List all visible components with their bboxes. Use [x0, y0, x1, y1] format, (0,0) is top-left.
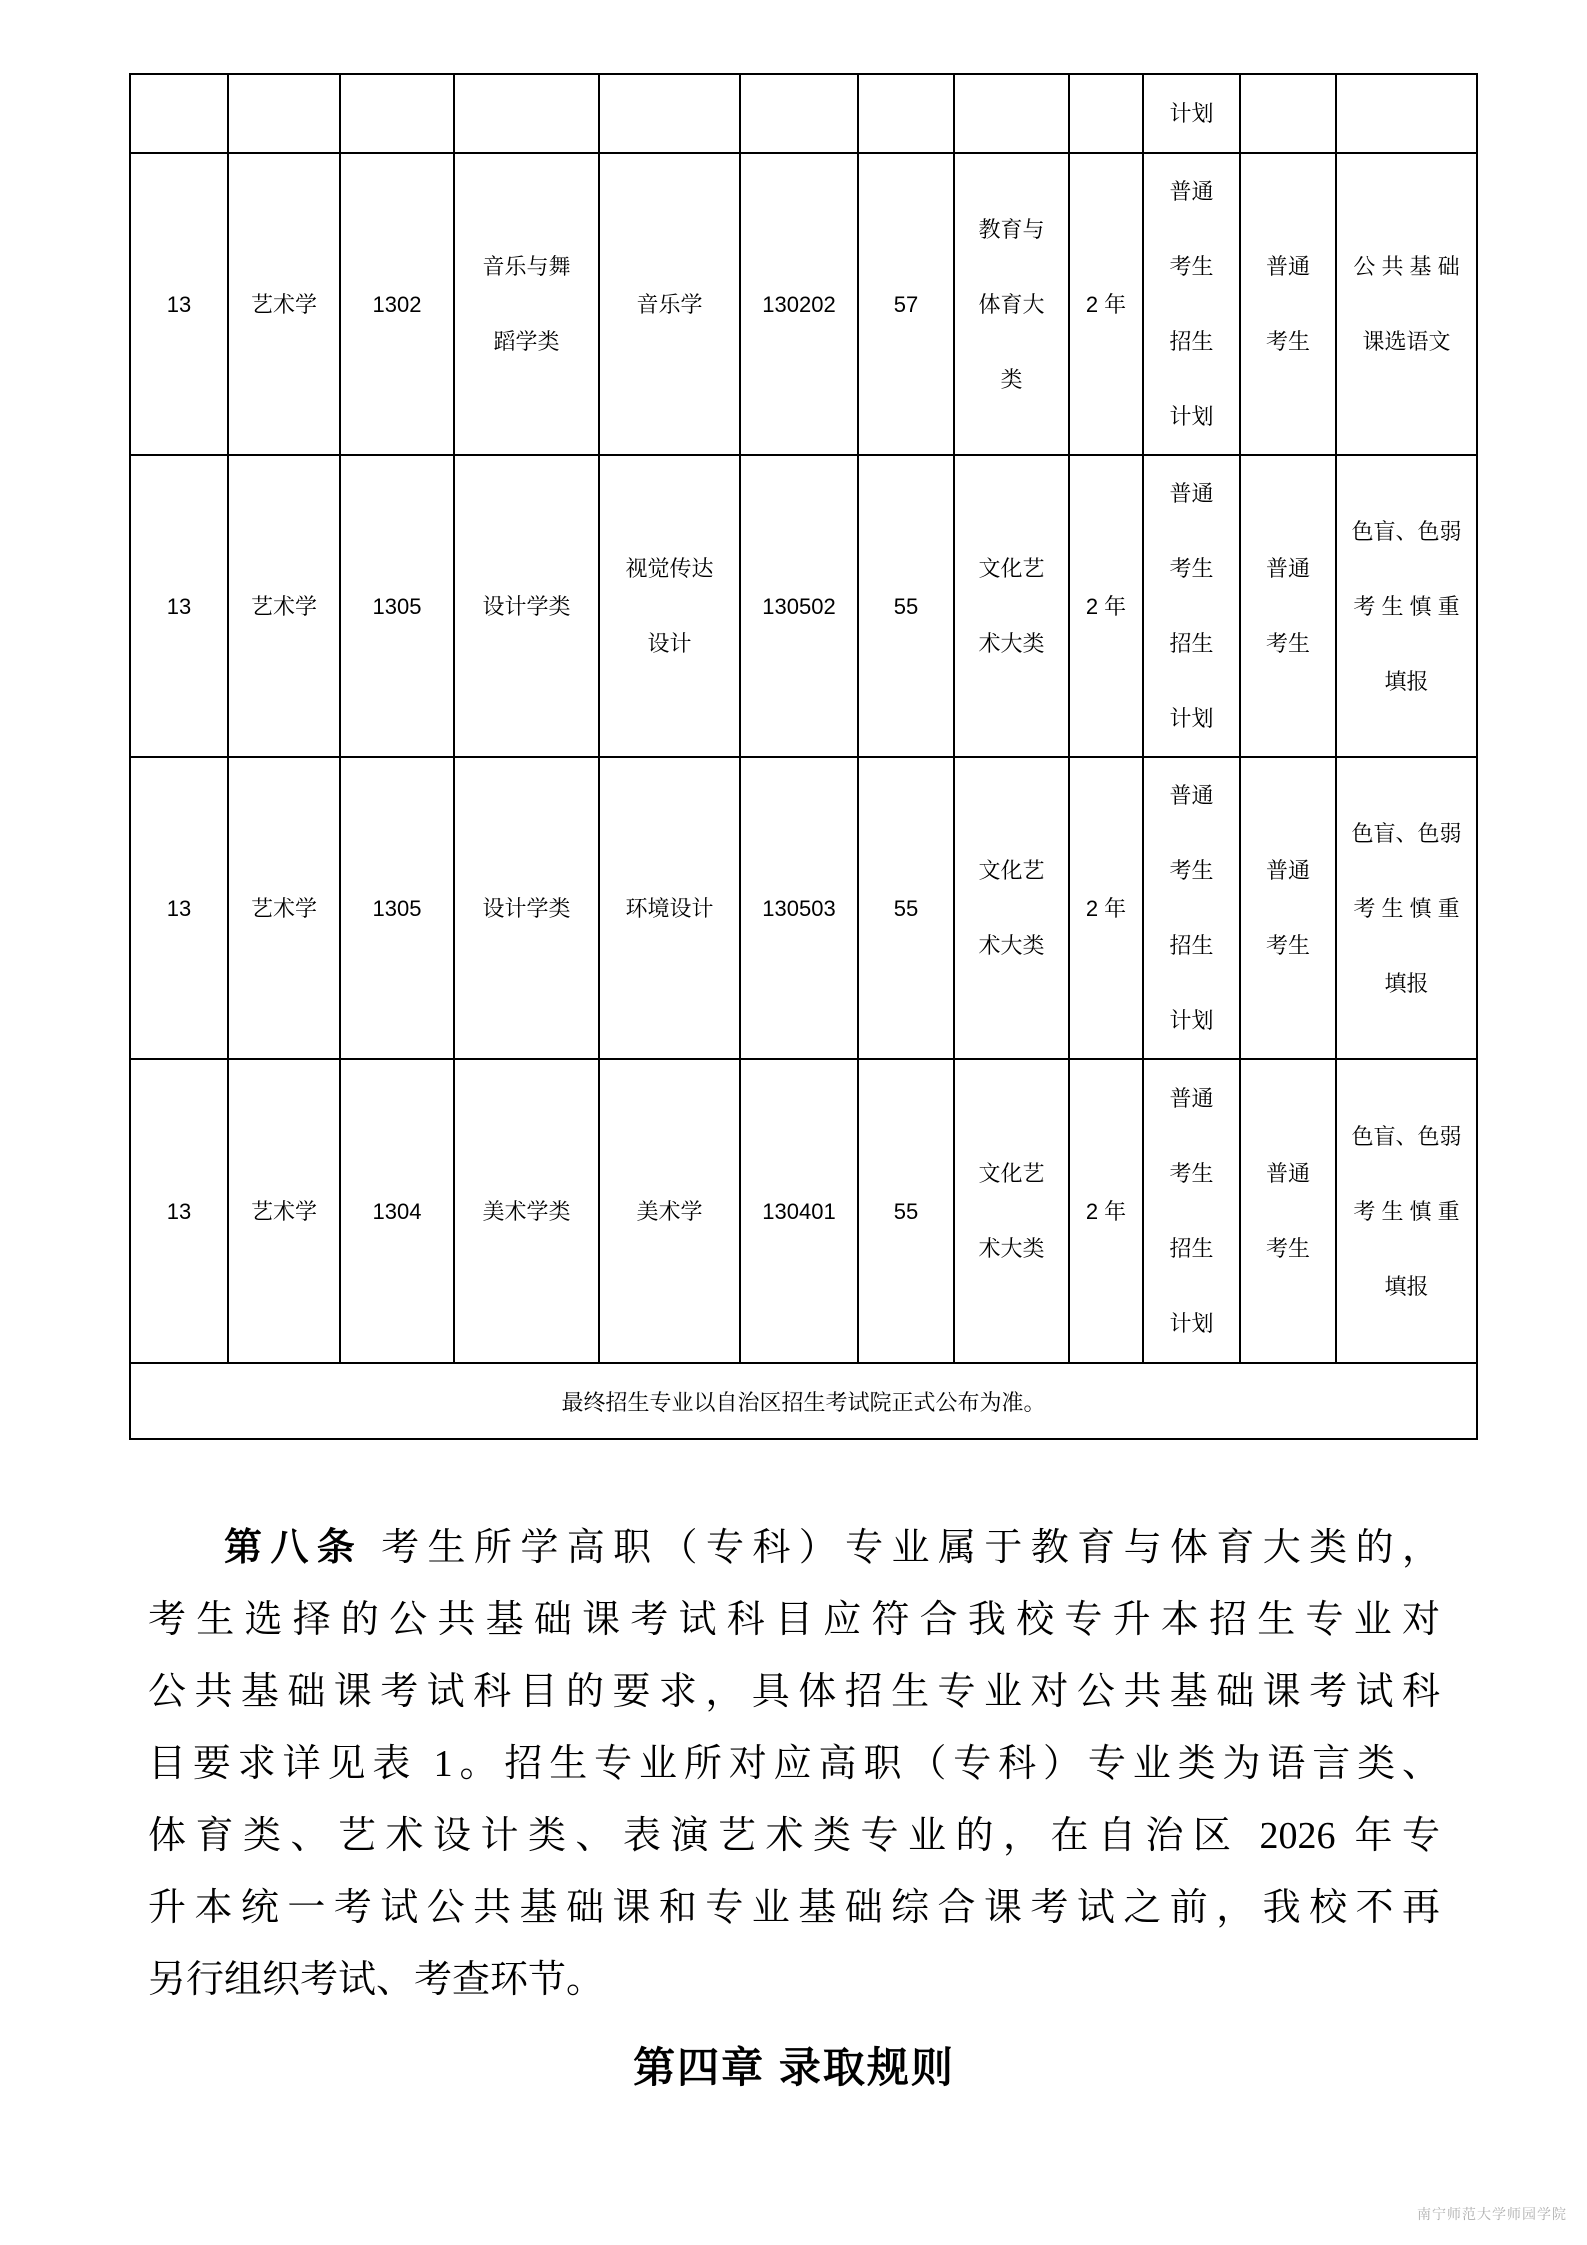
- table-cell-line: 填报: [1384, 1273, 1429, 1299]
- paragraph-line: 考生选择的公共基础课考试科目应符合我校专升本招生专业对: [148, 1599, 1440, 1641]
- table-cell-line: 计划: [1169, 706, 1214, 731]
- table-cell-line: 2 年: [1085, 1198, 1127, 1224]
- table-cell: [1336, 153, 1477, 455]
- table-cell: [858, 74, 954, 153]
- table-cell: [340, 1059, 454, 1363]
- table-cell-line: 术大类: [978, 631, 1045, 656]
- table-row-carryover: [130, 74, 1477, 153]
- table-footer-row: [130, 1363, 1477, 1439]
- table-cell: [599, 1059, 740, 1363]
- table-cell-line: 艺术学: [250, 593, 317, 619]
- table-cell-line: 音乐学: [636, 291, 703, 317]
- table-cell-line: 130202: [762, 291, 836, 317]
- table-cell-line: 色盲、色弱: [1351, 1123, 1462, 1149]
- table-cell: [130, 1059, 228, 1363]
- table-row: [130, 153, 1477, 455]
- table-cell-line: 教育与: [978, 216, 1045, 242]
- table-cell: [954, 74, 1069, 153]
- table-cell-line: 考生: [1265, 1236, 1310, 1261]
- table-cell-line: 蹈学类: [493, 329, 560, 354]
- table-cell-line: 文化艺: [978, 858, 1045, 883]
- paragraph-line: 第八条 考生所学高职（专科）专业属于教育与体育大类的，: [224, 1527, 1440, 1569]
- table-cell-line: 考生: [1169, 858, 1214, 883]
- table-cell-line: 2 年: [1085, 291, 1127, 317]
- table-row: [130, 1059, 1477, 1363]
- table-footer-note: 最终招生专业以自治区招生考试院正式公布为准。: [130, 1363, 1477, 1439]
- table-cell-line: 术大类: [978, 1236, 1045, 1261]
- table-cell: [599, 153, 740, 455]
- table-cell-line: 考 生 慎 重: [1353, 593, 1460, 619]
- table-cell: [1240, 153, 1336, 455]
- table-row: [130, 757, 1477, 1059]
- article-clause-8: [148, 1512, 1440, 2016]
- table-cell: [858, 757, 954, 1059]
- table-cell-line: 设计学类: [482, 593, 571, 619]
- table-cell: [340, 153, 454, 455]
- table-cell-line: 考 生 慎 重: [1353, 1198, 1460, 1224]
- table-cell-line: 普通: [1265, 556, 1310, 581]
- programs-table: [129, 73, 1478, 1440]
- table-cell-line: 考生: [1265, 933, 1310, 958]
- table-cell: [130, 153, 228, 455]
- table-cell-line: 考生: [1265, 329, 1310, 354]
- table-cell-line: 13: [166, 895, 192, 921]
- table-cell: [130, 455, 228, 757]
- table-cell-line: 公 共 基 础: [1353, 254, 1460, 279]
- table-cell: [1143, 455, 1240, 757]
- table-cell: [228, 153, 340, 455]
- table-cell-line: 普通: [1169, 481, 1214, 506]
- table-cell-line: 课选语文: [1362, 329, 1451, 354]
- table-cell-line: 术大类: [978, 933, 1045, 958]
- table-cell: [1069, 455, 1143, 757]
- table-cell-line: 1304: [372, 1198, 422, 1224]
- paragraph-line: 升本统一考试公共基础课和专业基础综合课考试之前，我校不再: [148, 1887, 1440, 1929]
- table-cell: [1240, 1059, 1336, 1363]
- chapter-heading: 第四章 录取规则: [633, 2044, 955, 2091]
- table-cell: [1143, 1059, 1240, 1363]
- table-cell-line: 130401: [762, 1198, 836, 1224]
- table-cell-line: 计划: [1169, 100, 1214, 126]
- table-cell: [740, 1059, 858, 1363]
- table-cell-line: 2 年: [1085, 593, 1127, 619]
- table-cell-line: 普通: [1169, 179, 1214, 204]
- table-cell: [1143, 74, 1240, 153]
- table-cell-line: 55: [893, 593, 919, 619]
- table-cell-line: 考生: [1169, 1161, 1214, 1186]
- table-cell: [740, 757, 858, 1059]
- table-cell: [858, 1059, 954, 1363]
- table-cell: [1240, 74, 1336, 153]
- clause-number-label: 第八条: [224, 1527, 364, 1569]
- table-cell: [1240, 757, 1336, 1059]
- table-cell: [454, 74, 599, 153]
- table-cell-line: 普通: [1265, 858, 1310, 883]
- table-cell-line: 普通: [1265, 254, 1310, 279]
- table-cell: [1069, 74, 1143, 153]
- table-cell-line: 55: [893, 895, 919, 921]
- table-cell-line: 招生: [1169, 933, 1214, 958]
- table-cell-line: 设计学类: [482, 895, 571, 921]
- table-cell-line: 艺术学: [250, 1198, 317, 1224]
- table-cell-line: 美术学类: [482, 1198, 571, 1224]
- table-cell-line: 色盲、色弱: [1351, 820, 1462, 846]
- table-cell-line: 13: [166, 291, 192, 317]
- table-cell-line: 130502: [762, 593, 836, 619]
- table-cell-line: 文化艺: [978, 556, 1045, 581]
- table-cell: [340, 455, 454, 757]
- table-cell-line: 考生: [1169, 556, 1214, 581]
- table-cell-line: 计划: [1169, 1311, 1214, 1336]
- table-cell-line: 普通: [1169, 783, 1214, 808]
- table-cell-line: 计划: [1169, 1008, 1214, 1033]
- table-cell: [454, 1059, 599, 1363]
- table-cell: [1336, 1059, 1477, 1363]
- table-cell: [1336, 74, 1477, 153]
- table-cell-line: 招生: [1169, 631, 1214, 656]
- table-cell-line: 招生: [1169, 329, 1214, 354]
- table-cell-line: 2 年: [1085, 895, 1127, 921]
- table-cell-line: 1302: [372, 291, 422, 317]
- table-cell-line: 1305: [372, 895, 422, 921]
- paragraph-line: 体育类、艺术设计类、表演艺术类专业的，在自治区 2026 年专: [148, 1815, 1440, 1857]
- table-cell-line: 视觉传达: [625, 556, 714, 581]
- table-cell-line: 文化艺: [978, 1161, 1045, 1186]
- table-cell: [1240, 455, 1336, 757]
- table-cell: [130, 757, 228, 1059]
- table-cell-line: 美术学: [636, 1198, 703, 1224]
- table-cell-line: 环境设计: [625, 895, 714, 921]
- table-cell: [228, 757, 340, 1059]
- table-cell-line: 计划: [1169, 404, 1214, 429]
- enrollment-table-wrap: [129, 73, 1478, 1440]
- table-cell: [228, 455, 340, 757]
- table-cell-line: 填报: [1384, 970, 1429, 996]
- table-cell-line: 类: [1000, 366, 1023, 392]
- table-body: [130, 74, 1477, 1439]
- table-cell-line: 130503: [762, 895, 836, 921]
- table-cell-line: 体育大: [978, 291, 1045, 317]
- table-cell-line: 考生: [1169, 254, 1214, 279]
- table-cell: [130, 74, 228, 153]
- table-cell: [228, 74, 340, 153]
- paragraph-line: 另行组织考试、考查环节。: [148, 1959, 605, 2001]
- table-cell: [454, 153, 599, 455]
- table-cell: [1143, 153, 1240, 455]
- table-cell: [454, 757, 599, 1059]
- table-cell: [1143, 757, 1240, 1059]
- table-cell: [858, 455, 954, 757]
- paragraph-line: 公共基础课考试科目的要求，具体招生专业对公共基础课考试科: [148, 1671, 1440, 1713]
- table-cell-line: 13: [166, 593, 192, 619]
- table-cell-line: 13: [166, 1198, 192, 1224]
- table-cell-line: 填报: [1384, 668, 1429, 694]
- table-cell-line: 设计: [647, 631, 692, 656]
- table-cell: [954, 153, 1069, 455]
- table-cell: [1069, 757, 1143, 1059]
- table-cell-line: 艺术学: [250, 291, 317, 317]
- table-cell-line: 57: [893, 291, 919, 317]
- table-cell-line: 色盲、色弱: [1351, 518, 1462, 544]
- table-cell-line: 考 生 慎 重: [1353, 895, 1460, 921]
- table-cell: [954, 757, 1069, 1059]
- table-cell-line: 普通: [1169, 1086, 1214, 1111]
- table-cell: [228, 1059, 340, 1363]
- table-cell-line: 1305: [372, 593, 422, 619]
- table-cell-line: 艺术学: [250, 895, 317, 921]
- paragraph-line: 目要求详见表 1。招生专业所对应高职（专科）专业类为语言类、: [148, 1743, 1440, 1785]
- table-row: [130, 455, 1477, 757]
- table-cell: [1336, 455, 1477, 757]
- table-cell-line: 55: [893, 1198, 919, 1224]
- table-cell: [599, 74, 740, 153]
- table-cell: [1069, 153, 1143, 455]
- table-cell: [1336, 757, 1477, 1059]
- table-cell: [740, 74, 858, 153]
- table-cell-line: 招生: [1169, 1236, 1214, 1261]
- table-cell-line: 音乐与舞: [482, 254, 571, 279]
- watermark-text: 南宁师范大学师园学院: [1417, 2206, 1567, 2222]
- table-cell: [599, 455, 740, 757]
- table-cell-line: 考生: [1265, 631, 1310, 656]
- table-cell: [858, 153, 954, 455]
- table-cell: [740, 455, 858, 757]
- table-cell-line: 普通: [1265, 1161, 1310, 1186]
- table-cell: [740, 153, 858, 455]
- table-cell: [1069, 1059, 1143, 1363]
- table-cell: [954, 1059, 1069, 1363]
- table-cell: [340, 757, 454, 1059]
- table-cell: [599, 757, 740, 1059]
- table-cell: [954, 455, 1069, 757]
- table-cell: [454, 455, 599, 757]
- table-cell: [340, 74, 454, 153]
